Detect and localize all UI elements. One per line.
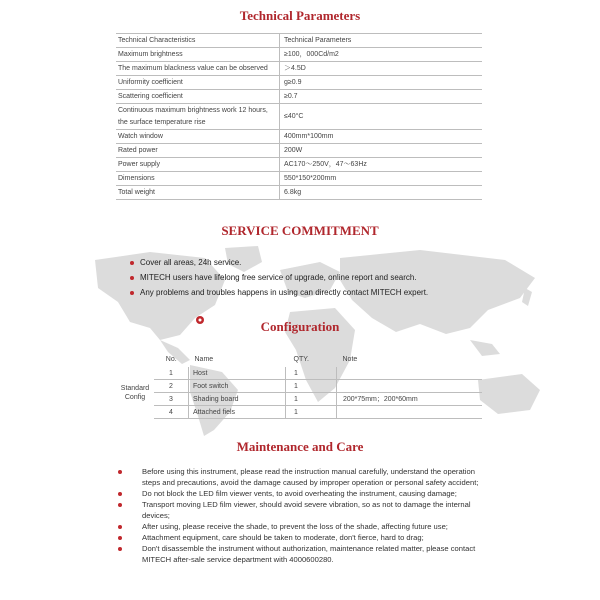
table-row — [116, 172, 482, 186]
table-row — [116, 104, 482, 130]
list-item: MITECH users have lifelong free service of upgrade, online report and search. — [130, 270, 428, 285]
group-label: Standard Config — [120, 384, 150, 401]
param-value: ≥100，000Cd/m2 — [280, 48, 483, 62]
table-row: Standard Config 1 Host 1 — [116, 367, 482, 380]
list-item: Transport moving LED film viewer, should avoid severe vibration, so as not to damage the internal devices; — [118, 499, 488, 521]
bullet-icon — [130, 291, 134, 295]
table-row — [116, 48, 482, 62]
table-row — [116, 158, 482, 172]
param-value: ≤40°C — [280, 104, 483, 130]
param-value: 550*150*200mm — [280, 172, 483, 186]
maintenance-list — [118, 466, 488, 565]
param-key: Total weight — [116, 186, 280, 200]
technical-table — [116, 33, 482, 200]
param-key: Technical Characteristics — [116, 34, 280, 48]
col-header-no: No. — [165, 356, 177, 363]
list-item: Do not block the LED film viewer vents, to avoid overheating the instrument, causing damage; — [118, 488, 488, 499]
table-row: 3 Shading board 1 200*75mm；200*60mm — [116, 393, 482, 406]
param-value: ＞4.5D — [280, 62, 483, 76]
param-key: The maximum blackness value can be observed — [116, 62, 280, 76]
param-key: Dimensions — [116, 172, 280, 186]
bullet-icon — [118, 503, 122, 507]
technical-title: Technical Parameters — [239, 8, 361, 23]
param-key: Maximum brightness — [116, 48, 280, 62]
table-row — [116, 90, 482, 104]
param-key: Power supply — [116, 158, 280, 172]
configuration-table — [116, 352, 482, 419]
col-header-name: Name — [194, 356, 214, 363]
param-value: 400mm*100mm — [280, 130, 483, 144]
table-row: 4 Attached fiels 1 — [116, 406, 482, 419]
bullet-icon — [130, 261, 134, 265]
param-value: AC170～250V，47～63Hz — [280, 158, 483, 172]
table-header-row — [116, 352, 482, 367]
table-row — [116, 76, 482, 90]
service-title: SERVICE COMMITMENT — [221, 223, 379, 238]
list-item: After using, please receive the shade, to prevent the loss of the shade, affecting future use; — [118, 521, 488, 532]
table-row — [116, 130, 482, 144]
col-header-qty: QTY. — [293, 356, 309, 363]
table-row — [116, 34, 482, 48]
list-item: Before using this instrument, please read the instruction manual carefully, understand the operation steps and precautions, avoid the damage caused by improper operation or personal safety accident; — [118, 466, 488, 488]
list-item: Don't disassemble the instrument without authorization, maintenance related matter, please contact MITECH after-sale service department with 4000600280. — [118, 543, 488, 565]
bullet-icon — [118, 470, 122, 474]
table-row — [116, 62, 482, 76]
param-key: Watch window — [116, 130, 280, 144]
param-key: Rated power — [116, 144, 280, 158]
param-key: Scattering coefficient — [116, 90, 280, 104]
maintenance-title: Maintenance and Care — [236, 439, 364, 454]
param-value: 200W — [280, 144, 483, 158]
list-item: Any problems and troubles happens in using can directly contact MITECH expert. — [130, 285, 428, 300]
bullet-icon — [118, 525, 122, 529]
list-item: Attachment equipment, care should be taken to moderate, don't fierce, hard to drag; — [118, 532, 488, 543]
param-key: Uniformity coefficient — [116, 76, 280, 90]
bullet-icon — [118, 536, 122, 540]
table-row: 2 Foot switch 1 — [116, 380, 482, 393]
table-row — [116, 186, 482, 200]
bullet-icon — [130, 276, 134, 280]
bullet-icon — [118, 547, 122, 551]
col-header-note: Note — [342, 356, 358, 363]
bullet-icon — [118, 492, 122, 496]
table-row — [116, 144, 482, 158]
service-list — [130, 255, 428, 300]
configuration-title: Configuration — [260, 319, 340, 334]
param-value: ≥0.7 — [280, 90, 483, 104]
param-key: Continuous maximum brightness work 12 hours, the surface temperature rise — [116, 104, 280, 130]
param-value: 6.8kg — [280, 186, 483, 200]
param-value: Technical Parameters — [280, 34, 483, 48]
list-item: Cover all areas, 24h service. — [130, 255, 428, 270]
param-value: g≥0.9 — [280, 76, 483, 90]
